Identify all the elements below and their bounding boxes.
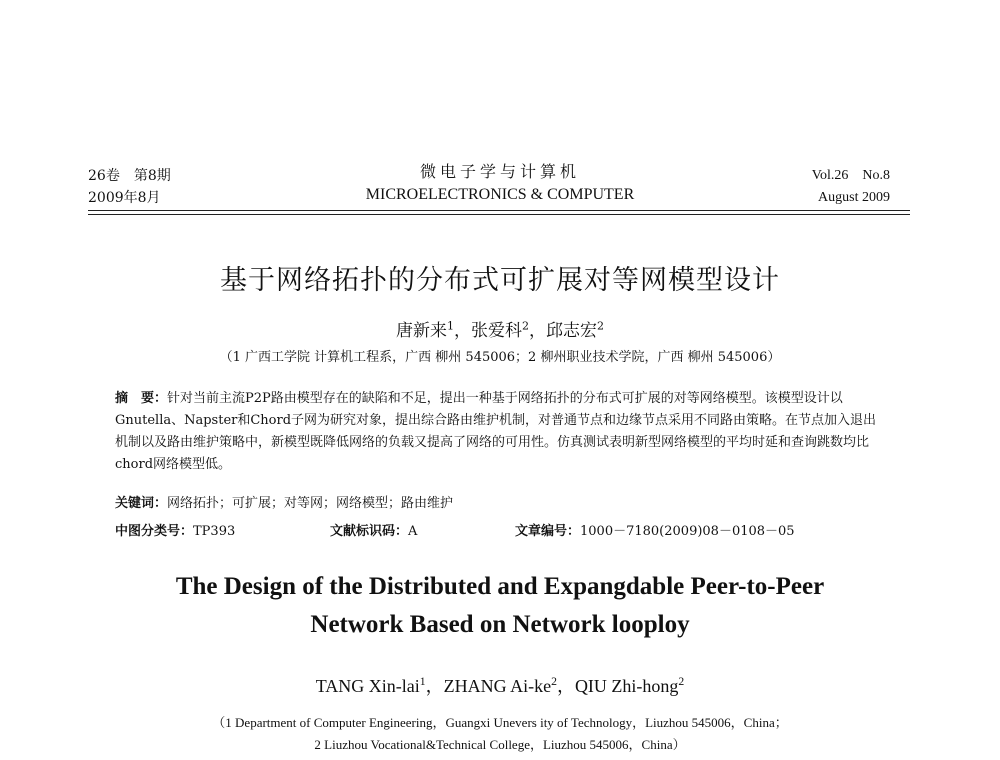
affiliation-en (0, 712, 1000, 756)
author-separator: ， (529, 321, 547, 341)
author-affiliation-mark: 1 (446, 319, 454, 333)
article-number-value: 1000－7180(2009)08－0108－05 (580, 524, 795, 539)
affiliation-en-line1: （1 Department of Computer Engineering，Guangxi Unevers ity of Technology，Liuzhou 545006，China； (212, 715, 788, 730)
doc-code-value: A (408, 524, 418, 539)
keywords-label: 关键词： (115, 496, 168, 511)
abstract-text: 针对当前主流P2P路由模型存在的缺陷和不足，提出一种基于网络拓扑的分布式可扩展的对等网络模型。该模型设计以Gnutella、Napster和Chord子网为研究对象，提出综合路由维护机制，对普通节点和边缘节点采用不同路由策略。在节点加入退出机制以及路由维护策略中，新模型既降低网络的负载又提高了网络的可用性。仿真测试表明新型网络模型的平均时延和查询跳数均比chord网络模型低。 (115, 391, 877, 472)
journal-title-cn: 微电子学与计算机 (419, 162, 580, 181)
article-number (515, 520, 795, 539)
abstract-label: 摘 要： (115, 391, 168, 406)
affiliation-cn: （1 广西工学院 计算机工程系，广西 柳州 545006；2 柳州职业技术学院，广西 柳州 545006） (219, 350, 781, 365)
author-separator: ， (453, 321, 471, 341)
abstract-cn (115, 388, 887, 476)
publication-date-cn: 2009年8月 (88, 190, 161, 206)
author-affiliation-mark-en: 1 (419, 675, 426, 688)
authors-cn (0, 316, 1000, 341)
journal-masthead (300, 160, 700, 206)
header-right (760, 165, 890, 209)
keywords (115, 492, 887, 511)
clc-label: 中图分类号： (115, 524, 194, 539)
authors-en (0, 672, 1000, 698)
author-affiliation-mark: 2 (521, 319, 530, 333)
clc-number (115, 520, 235, 539)
classification-row (115, 520, 887, 540)
author-name: 张爱科 (470, 321, 522, 341)
author-name-en: TANG Xin-lai (315, 676, 420, 696)
author-affiliation-mark-en: 2 (551, 675, 557, 688)
doc-code-label: 文献标识码： (330, 524, 409, 539)
author-name-en: QIU Zhi-hong (574, 676, 679, 696)
paper-title-cn: 基于网络拓扑的分布式可扩展对等网模型设计 (220, 265, 780, 296)
header-rule-thick (88, 210, 910, 211)
volume-issue-en: Vol.26 No.8 (811, 168, 890, 183)
volume-issue: 26卷 第8期 (88, 168, 171, 184)
author-name: 邱志宏 (546, 321, 598, 341)
author-separator-en: ， (556, 676, 575, 696)
header-left (88, 165, 288, 209)
author-affiliation-mark-en: 2 (678, 675, 685, 688)
author-name-en: ZHANG Ai-ke (443, 676, 552, 696)
publication-date-en: August 2009 (818, 190, 890, 205)
title-en-line1: The Design of the Distributed and Expangdable Peer-to-Peer (175, 573, 825, 600)
affiliation-en-line2: 2 Liuzhou Vocational&Technical College，Liuzhou 545006，China） (314, 737, 686, 752)
title-en-line2: Network Based on Network looploy (310, 611, 690, 638)
document-code (330, 520, 417, 539)
journal-title-en: MICROELECTRONICS & COMPUTER (365, 186, 635, 203)
author-name: 唐新来 (395, 321, 447, 341)
article-number-label: 文章编号： (515, 524, 581, 539)
clc-value: TP393 (193, 524, 236, 539)
author-separator-en: ， (425, 676, 444, 696)
author-affiliation-mark: 2 (597, 319, 605, 333)
header-rule-thin (88, 214, 910, 215)
keywords-text: 网络拓扑；可扩展；对等网；网络模型；路由维护 (167, 496, 454, 511)
paper-title-en (0, 568, 1000, 644)
